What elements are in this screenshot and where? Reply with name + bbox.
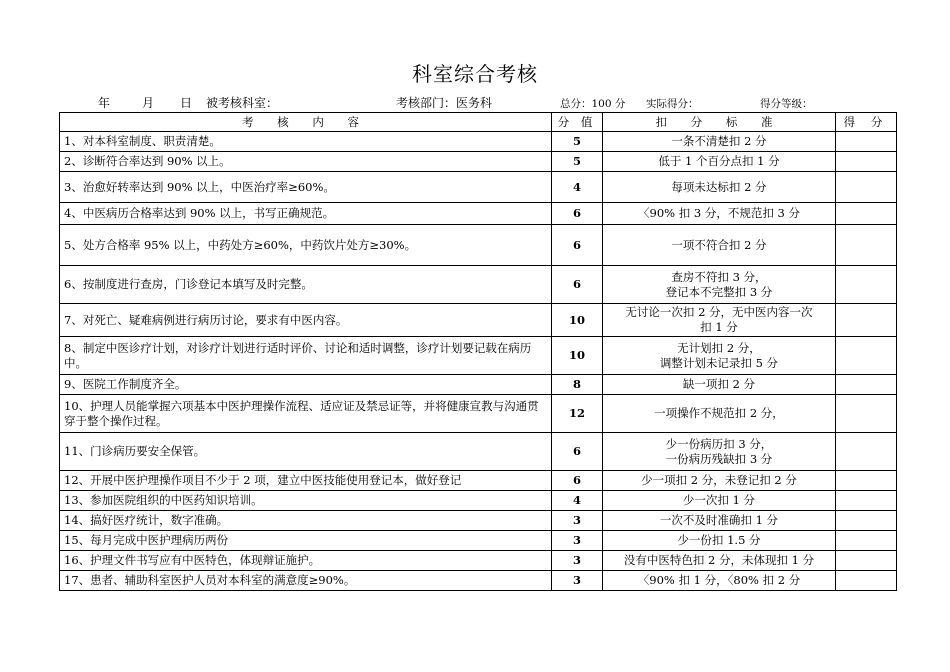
assessed-dept-label: 被考核科室： — [206, 96, 279, 110]
item-deduction-rule: 少一项扣 2 分，未登记扣 2 分 — [603, 471, 836, 491]
item-result-cell[interactable] — [836, 433, 897, 471]
table-row — [60, 395, 897, 433]
item-score: 3 — [552, 511, 603, 531]
item-result-cell[interactable] — [836, 531, 897, 551]
item-content: 13、参加医院组织的中医药知识培训。 — [60, 491, 552, 511]
header-meta — [0, 94, 950, 112]
item-deduction-rule: 每项未达标扣 2 分 — [603, 172, 836, 203]
item-content: 17、患者、辅助科室医护人员对本科室的满意度≥90%。 — [60, 571, 552, 591]
item-result-cell[interactable] — [836, 266, 897, 304]
item-result-cell[interactable] — [836, 571, 897, 591]
item-content: 15、每月完成中医护理病历两份 — [60, 531, 552, 551]
item-score: 6 — [552, 266, 603, 304]
table-row — [60, 571, 897, 591]
table-row — [60, 266, 897, 304]
table-row — [60, 471, 897, 491]
table-row — [60, 225, 897, 266]
item-score: 3 — [552, 551, 603, 571]
page-title: 科室综合考核 — [412, 62, 538, 86]
item-deduction-rule: 无计划扣 2 分， 调整计划未记录扣 5 分 — [603, 337, 836, 375]
table-row — [60, 304, 897, 337]
item-result-cell[interactable] — [836, 471, 897, 491]
table-row — [60, 491, 897, 511]
item-score: 10 — [552, 337, 603, 375]
item-result-cell[interactable] — [836, 304, 897, 337]
header-result: 得 分 — [836, 113, 897, 132]
table-header-row — [60, 113, 897, 132]
item-result-cell[interactable] — [836, 172, 897, 203]
item-score: 6 — [552, 471, 603, 491]
item-content: 10、护理人员能掌握六项基本中医护理操作流程、适应证及禁忌证等，并将健康宣教与沟通贯穿于整个操作过程。 — [60, 395, 552, 433]
item-score: 10 — [552, 304, 603, 337]
item-content: 4、中医病历合格率达到 90% 以上，书写正确规范。 — [60, 203, 552, 225]
item-deduction-rule: 低于 1 个百分点扣 1 分 — [603, 152, 836, 172]
table-row — [60, 337, 897, 375]
item-content: 6、按制度进行查房，门诊登记本填写及时完整。 — [60, 266, 552, 304]
item-deduction-rule: 缺一项扣 2 分 — [603, 375, 836, 395]
header-score: 分 值 — [552, 113, 603, 132]
item-result-cell[interactable] — [836, 152, 897, 172]
item-result-cell[interactable] — [836, 491, 897, 511]
item-deduction-rule: 一项不符合扣 2 分 — [603, 225, 836, 266]
item-content: 16、护理文件书写应有中医特色，体现辩证施护。 — [60, 551, 552, 571]
table-row — [60, 433, 897, 471]
date-year-label: 年 — [98, 96, 111, 110]
table-row — [60, 551, 897, 571]
item-content: 11、门诊病历要安全保管。 — [60, 433, 552, 471]
header-deduction: 扣 分 标 准 — [603, 113, 836, 132]
item-result-cell[interactable] — [836, 551, 897, 571]
item-deduction-rule: 一项操作不规范扣 2 分， — [603, 395, 836, 433]
table-row — [60, 203, 897, 225]
item-content: 1、对本科室制度、职责清楚。 — [60, 132, 552, 152]
item-deduction-rule: 一次不及时准确扣 1 分 — [603, 511, 836, 531]
item-deduction-rule: 少一份病历扣 3 分， 一份病历残缺扣 3 分 — [603, 433, 836, 471]
item-deduction-rule: 无讨论一次扣 2 分，无中医内容一次 扣 1 分 — [603, 304, 836, 337]
item-result-cell[interactable] — [836, 203, 897, 225]
item-result-cell[interactable] — [836, 395, 897, 433]
item-result-cell[interactable] — [836, 225, 897, 266]
table-row — [60, 132, 897, 152]
item-result-cell[interactable] — [836, 132, 897, 152]
item-score: 6 — [552, 433, 603, 471]
item-content: 7、对死亡、疑难病例进行病历讨论，要求有中医内容。 — [60, 304, 552, 337]
item-score: 8 — [552, 375, 603, 395]
item-score: 5 — [552, 132, 603, 152]
item-score: 6 — [552, 225, 603, 266]
actual-score-label: 实际得分： — [646, 98, 699, 110]
item-score: 4 — [552, 172, 603, 203]
table-row — [60, 152, 897, 172]
header-content: 考 核 内 容 — [60, 113, 552, 132]
item-deduction-rule: 少一份扣 1.5 分 — [603, 531, 836, 551]
item-deduction-rule: 查房不符扣 3 分， 登记本不完整扣 3 分 — [603, 266, 836, 304]
item-deduction-rule: 〈90% 扣 3 分，不规范扣 3 分 — [603, 203, 836, 225]
item-content: 3、治愈好转率达到 90% 以上，中医治疗率≥60%。 — [60, 172, 552, 203]
item-content: 14、搞好医疗统计，数字准确。 — [60, 511, 552, 531]
item-score: 3 — [552, 571, 603, 591]
item-deduction-rule: 没有中医特色扣 2 分，未体现扣 1 分 — [603, 551, 836, 571]
table-row — [60, 531, 897, 551]
total-score-label: 总分：100 分 — [560, 98, 626, 110]
item-result-cell[interactable] — [836, 511, 897, 531]
item-score: 6 — [552, 203, 603, 225]
assessing-dept-label: 考核部门：医务科 — [396, 96, 493, 110]
item-result-cell[interactable] — [836, 375, 897, 395]
item-deduction-rule: 少一次扣 1 分 — [603, 491, 836, 511]
item-deduction-rule: 一条不清楚扣 2 分 — [603, 132, 836, 152]
table-row — [60, 375, 897, 395]
item-content: 9、医院工作制度齐全。 — [60, 375, 552, 395]
item-content: 12、开展中医护理操作项目不少于 2 项，建立中医技能使用登记本，做好登记 — [60, 471, 552, 491]
date-month-label: 月 — [142, 96, 155, 110]
item-score: 4 — [552, 491, 603, 511]
item-score: 3 — [552, 531, 603, 551]
assessment-table — [59, 112, 897, 591]
item-content: 8、制定中医诊疗计划，对诊疗计划进行适时评价、讨论和适时调整，诊疗计划要记载在病历中。 — [60, 337, 552, 375]
item-score: 5 — [552, 152, 603, 172]
grade-label: 得分等级： — [760, 98, 813, 110]
table-body — [60, 132, 897, 591]
date-day-label: 日 — [180, 96, 193, 110]
item-result-cell[interactable] — [836, 337, 897, 375]
item-content: 2、诊断符合率达到 90% 以上。 — [60, 152, 552, 172]
item-score: 12 — [552, 395, 603, 433]
item-deduction-rule: 〈90% 扣 1 分，〈80% 扣 2 分 — [603, 571, 836, 591]
table-row — [60, 172, 897, 203]
item-content: 5、处方合格率 95% 以上，中药处方≥60%，中药饮片处方≥30%。 — [60, 225, 552, 266]
table-row — [60, 511, 897, 531]
